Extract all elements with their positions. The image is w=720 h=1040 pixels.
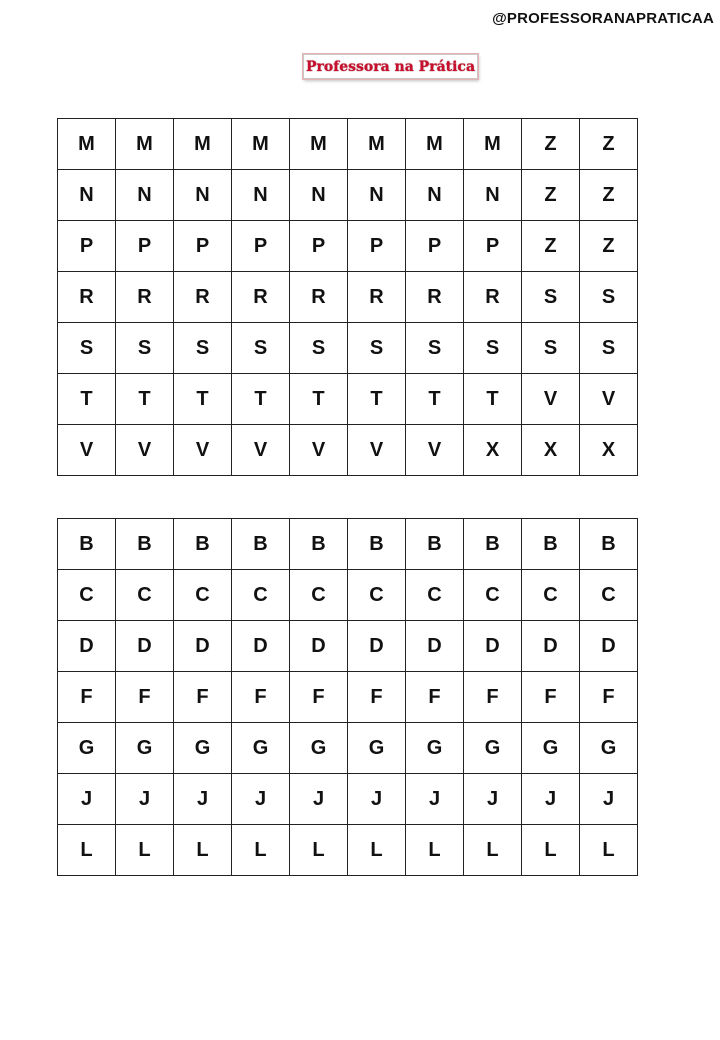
grid-row	[58, 221, 638, 272]
grid-row	[58, 323, 638, 374]
grid-row	[58, 170, 638, 221]
letter-cell: S	[348, 323, 406, 374]
letter-cell: M	[348, 119, 406, 170]
letter-cell: F	[290, 672, 348, 723]
grid-row	[58, 825, 638, 876]
letter-cell: L	[174, 825, 232, 876]
letter-cell: S	[406, 323, 464, 374]
letter-cell: F	[232, 672, 290, 723]
letter-cell: C	[580, 570, 638, 621]
letter-cell: M	[58, 119, 116, 170]
letter-cell: J	[522, 774, 580, 825]
letter-cell: V	[58, 425, 116, 476]
letter-cell: M	[116, 119, 174, 170]
letter-cell: R	[464, 272, 522, 323]
letter-cell: C	[174, 570, 232, 621]
letter-cell: R	[348, 272, 406, 323]
grid-row	[58, 672, 638, 723]
letter-cell: C	[406, 570, 464, 621]
letter-cell: S	[58, 323, 116, 374]
grid-row	[58, 723, 638, 774]
letter-cell: Z	[522, 221, 580, 272]
letter-cell: P	[116, 221, 174, 272]
letter-cell: D	[116, 621, 174, 672]
letter-cell: S	[116, 323, 174, 374]
letter-cell: Z	[522, 170, 580, 221]
letter-cell: L	[406, 825, 464, 876]
letter-cell: T	[406, 374, 464, 425]
letter-cell: D	[58, 621, 116, 672]
letter-cell: X	[522, 425, 580, 476]
letter-cell: V	[174, 425, 232, 476]
grid-row	[58, 621, 638, 672]
letter-cell: F	[406, 672, 464, 723]
letter-cell: S	[464, 323, 522, 374]
letter-cell: S	[522, 323, 580, 374]
letter-cell: N	[116, 170, 174, 221]
letter-cell: M	[232, 119, 290, 170]
grid-row	[58, 774, 638, 825]
instagram-handle: @PROFESSORANAPRATICAA	[492, 10, 714, 27]
letter-cell: C	[232, 570, 290, 621]
letter-cell: J	[116, 774, 174, 825]
letter-cell: B	[58, 519, 116, 570]
letter-cell: T	[232, 374, 290, 425]
letter-cell: D	[174, 621, 232, 672]
letter-cell: D	[232, 621, 290, 672]
grid-row	[58, 272, 638, 323]
letter-cell: S	[174, 323, 232, 374]
letter-cell: V	[232, 425, 290, 476]
letter-cell: N	[464, 170, 522, 221]
letter-cell: T	[464, 374, 522, 425]
letter-cell: G	[406, 723, 464, 774]
letter-cell: S	[522, 272, 580, 323]
letter-cell: G	[522, 723, 580, 774]
letter-cell: V	[580, 374, 638, 425]
letter-cell: T	[174, 374, 232, 425]
letter-cell: Z	[580, 119, 638, 170]
letter-cell: C	[348, 570, 406, 621]
letter-cell: F	[580, 672, 638, 723]
letter-cell: D	[290, 621, 348, 672]
letter-cell: N	[348, 170, 406, 221]
letter-cell: N	[290, 170, 348, 221]
letter-cell: F	[58, 672, 116, 723]
letter-cell: D	[580, 621, 638, 672]
letter-cell: G	[116, 723, 174, 774]
letter-cell: N	[406, 170, 464, 221]
letter-cell: L	[290, 825, 348, 876]
letter-cell: Z	[580, 170, 638, 221]
letter-cell: F	[464, 672, 522, 723]
letter-cell: J	[174, 774, 232, 825]
letter-cell: N	[232, 170, 290, 221]
grid-row	[58, 119, 638, 170]
letter-cell: B	[348, 519, 406, 570]
letter-cell: G	[290, 723, 348, 774]
letter-cell: V	[522, 374, 580, 425]
letter-cell: X	[464, 425, 522, 476]
letter-cell: N	[174, 170, 232, 221]
letter-cell: J	[580, 774, 638, 825]
letter-cell: R	[58, 272, 116, 323]
letter-cell: Z	[522, 119, 580, 170]
letter-cell: R	[406, 272, 464, 323]
letter-cell: G	[348, 723, 406, 774]
letter-cell: B	[232, 519, 290, 570]
letter-cell: J	[232, 774, 290, 825]
letter-cell: L	[522, 825, 580, 876]
letter-cell: R	[232, 272, 290, 323]
letter-cell: P	[232, 221, 290, 272]
letter-cell: P	[58, 221, 116, 272]
grid-row	[58, 519, 638, 570]
letter-cell: C	[290, 570, 348, 621]
letter-cell: L	[348, 825, 406, 876]
letter-cell: F	[522, 672, 580, 723]
letter-cell: G	[58, 723, 116, 774]
letter-cell: C	[116, 570, 174, 621]
letter-cell: L	[464, 825, 522, 876]
letter-cell: L	[232, 825, 290, 876]
letter-cell: B	[290, 519, 348, 570]
letter-cell: V	[348, 425, 406, 476]
letter-cell: R	[290, 272, 348, 323]
letter-cell: G	[580, 723, 638, 774]
letter-cell: Z	[580, 221, 638, 272]
letter-cell: D	[464, 621, 522, 672]
letter-cell: T	[58, 374, 116, 425]
letter-grid-top	[57, 118, 638, 476]
letter-cell: J	[290, 774, 348, 825]
letter-cell: F	[348, 672, 406, 723]
letter-cell: T	[290, 374, 348, 425]
letter-cell: C	[522, 570, 580, 621]
logo-badge	[303, 54, 478, 79]
letter-cell: F	[174, 672, 232, 723]
letter-cell: P	[290, 221, 348, 272]
letter-cell: V	[116, 425, 174, 476]
letter-cell: D	[522, 621, 580, 672]
letter-cell: N	[58, 170, 116, 221]
grid-row	[58, 374, 638, 425]
letter-cell: B	[116, 519, 174, 570]
letter-cell: B	[174, 519, 232, 570]
letter-cell: R	[174, 272, 232, 323]
letter-cell: C	[58, 570, 116, 621]
letter-cell: M	[406, 119, 464, 170]
letter-cell: B	[464, 519, 522, 570]
letter-cell: L	[116, 825, 174, 876]
letter-cell: V	[406, 425, 464, 476]
letter-cell: G	[464, 723, 522, 774]
letter-cell: S	[232, 323, 290, 374]
letter-cell: B	[522, 519, 580, 570]
letter-cell: P	[464, 221, 522, 272]
letter-cell: P	[174, 221, 232, 272]
letter-cell: M	[290, 119, 348, 170]
letter-cell: D	[348, 621, 406, 672]
letter-grid-bottom	[57, 518, 638, 876]
letter-cell: S	[290, 323, 348, 374]
letter-cell: R	[116, 272, 174, 323]
letter-cell: S	[580, 272, 638, 323]
letter-cell: X	[580, 425, 638, 476]
letter-cell: M	[464, 119, 522, 170]
grid-row	[58, 570, 638, 621]
letter-cell: T	[116, 374, 174, 425]
letter-cell: J	[58, 774, 116, 825]
letter-cell: T	[348, 374, 406, 425]
letter-cell: V	[290, 425, 348, 476]
letter-cell: L	[580, 825, 638, 876]
letter-cell: G	[232, 723, 290, 774]
letter-cell: L	[58, 825, 116, 876]
letter-cell: C	[464, 570, 522, 621]
letter-cell: G	[174, 723, 232, 774]
letter-cell: M	[174, 119, 232, 170]
letter-cell: D	[406, 621, 464, 672]
letter-cell: B	[580, 519, 638, 570]
grid-row	[58, 425, 638, 476]
letter-cell: J	[348, 774, 406, 825]
letter-cell: J	[464, 774, 522, 825]
letter-cell: S	[580, 323, 638, 374]
letter-cell: P	[406, 221, 464, 272]
letter-cell: B	[406, 519, 464, 570]
letter-cell: P	[348, 221, 406, 272]
letter-cell: F	[116, 672, 174, 723]
letter-cell: J	[406, 774, 464, 825]
logo-text: Professora na Prática	[305, 58, 476, 75]
